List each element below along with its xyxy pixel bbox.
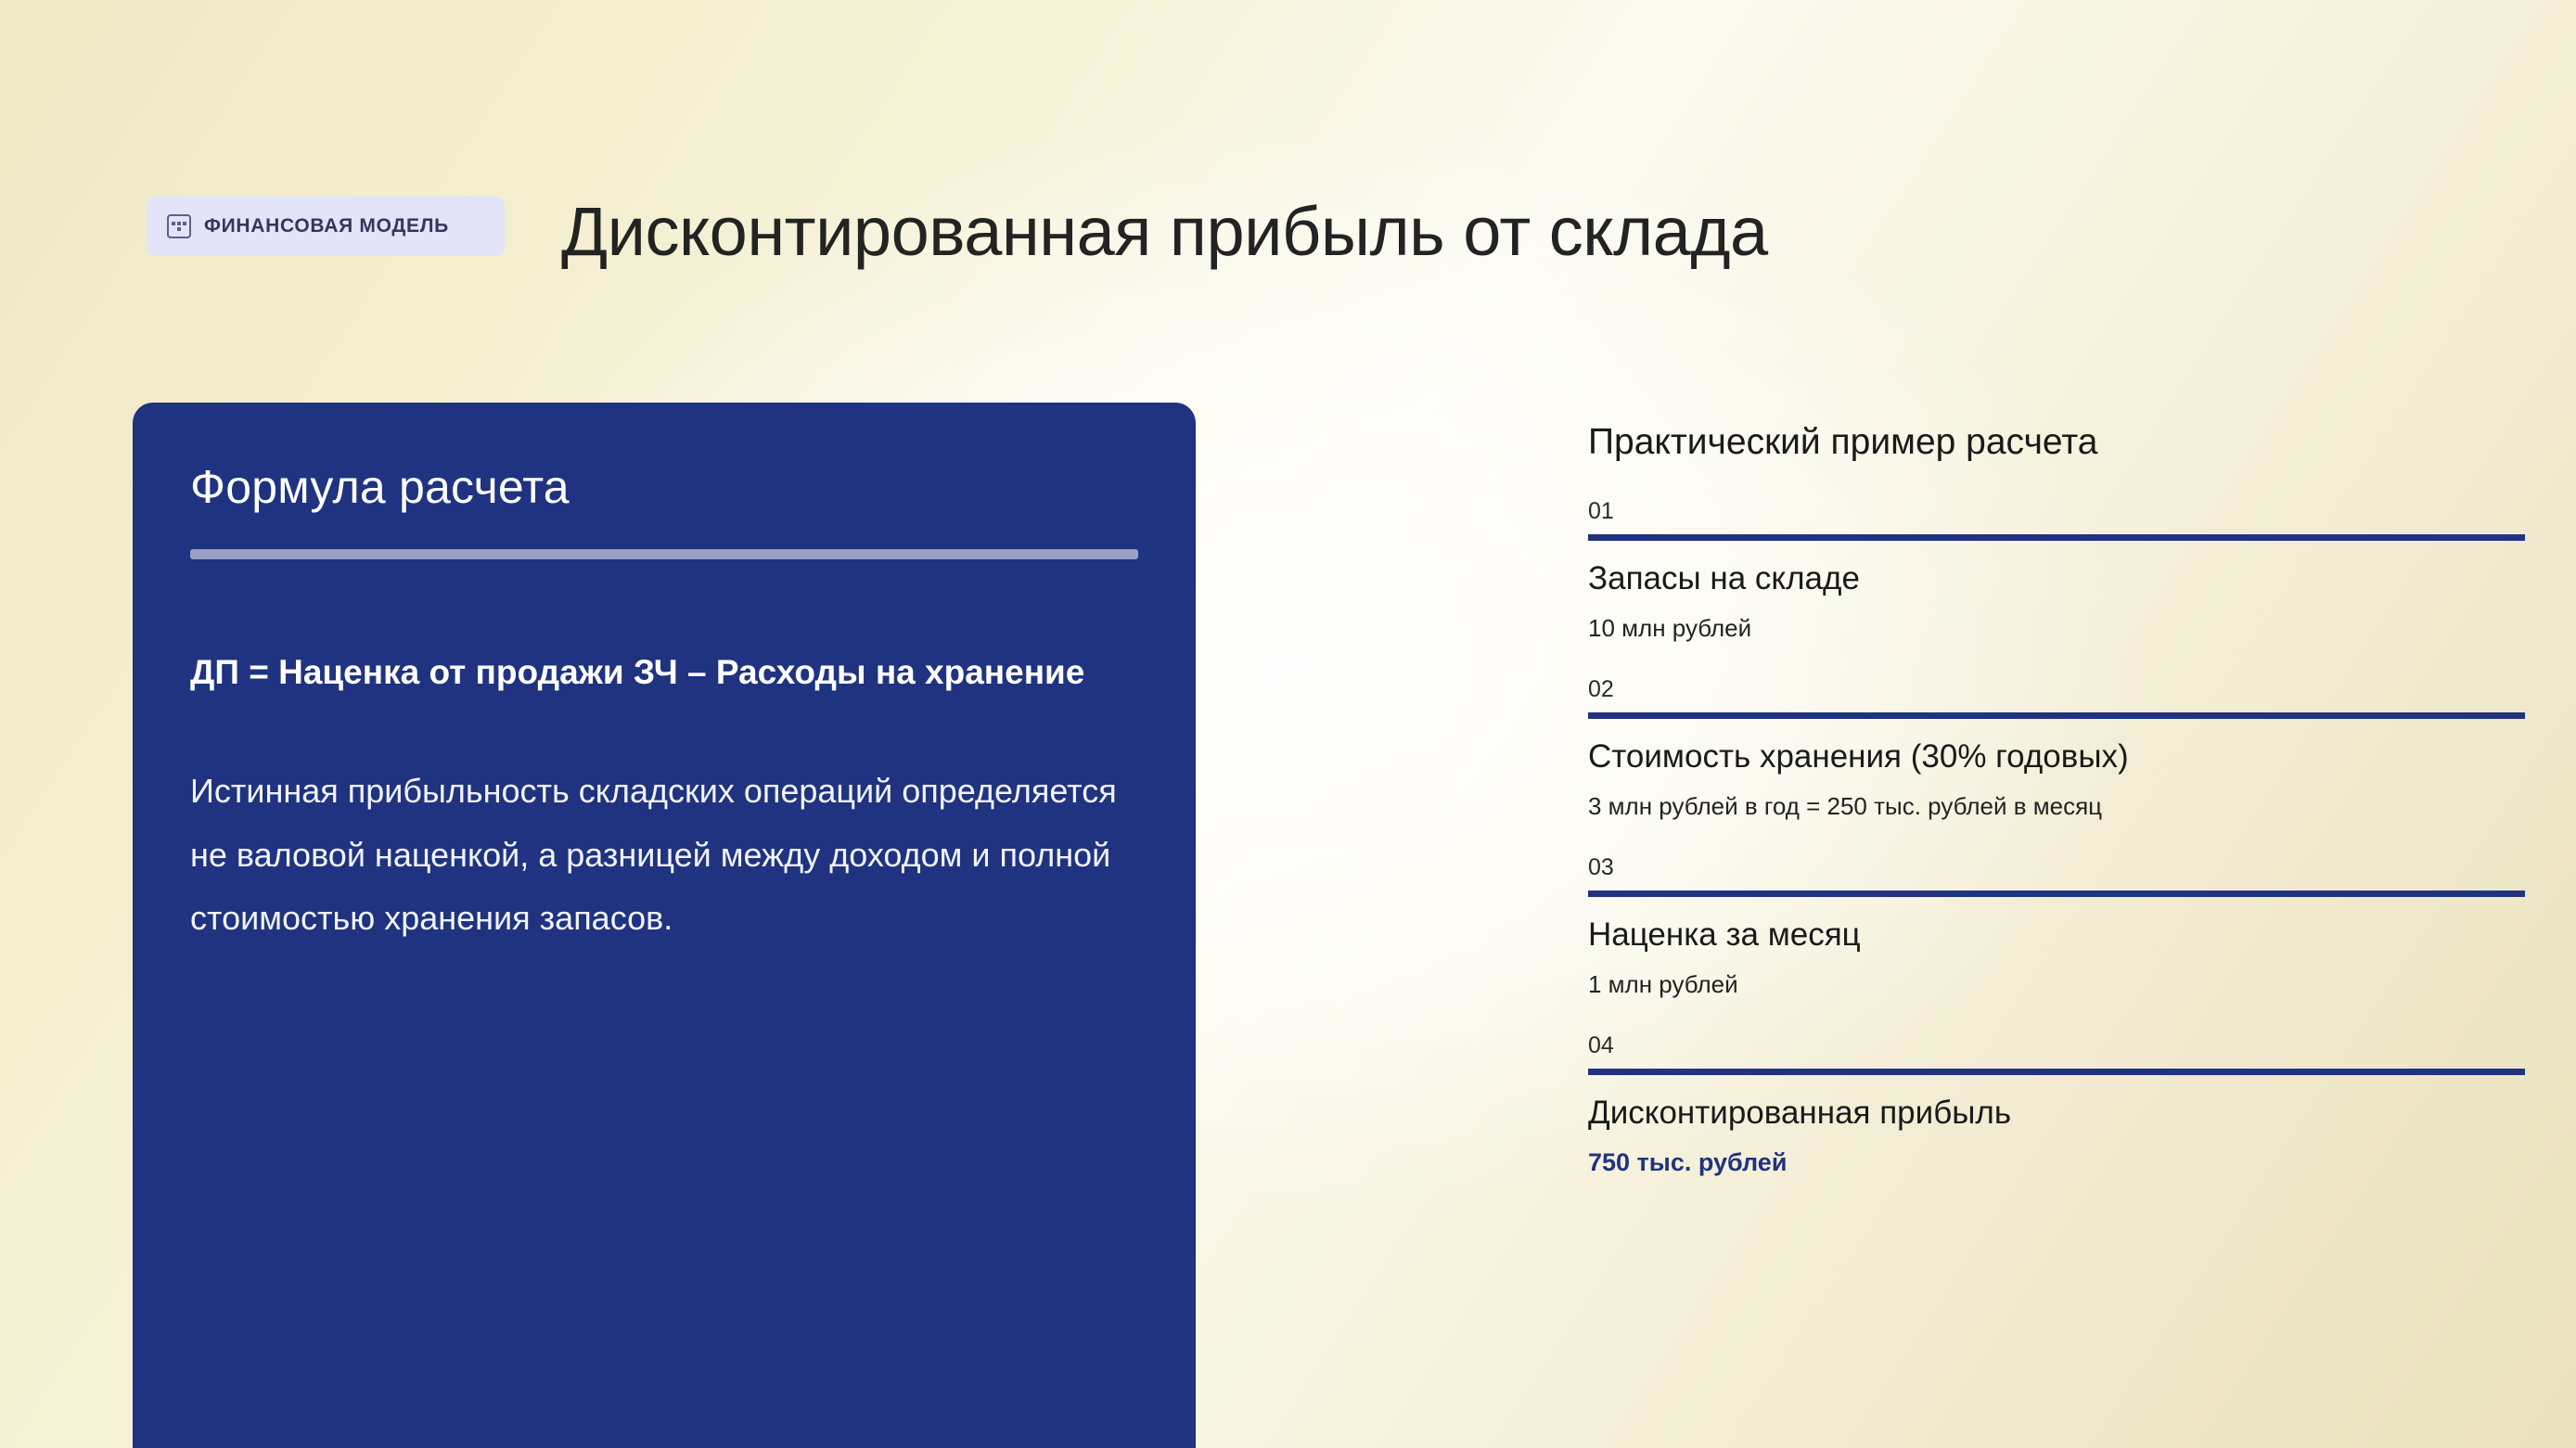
list-item-divider [1588, 712, 2525, 719]
list-item-number: 04 [1588, 1032, 1614, 1058]
list-item-value: 1 млн рублей [1588, 970, 1738, 998]
formula-card-divider [190, 549, 1138, 559]
list-item-label: Запасы на складе [1588, 560, 1860, 596]
list-item-label: Наценка за месяц [1588, 916, 1861, 953]
list-item-divider [1588, 891, 2525, 897]
formula-card-heading: Формула расчета [190, 461, 570, 513]
list-item-divider [1588, 1069, 2525, 1075]
example-section-title: Практический пример расчета [1588, 422, 2098, 462]
list-item-value: 750 тыс. рублей [1588, 1148, 1788, 1176]
grid-icon [167, 214, 191, 238]
list-item-value: 10 млн рублей [1588, 614, 1752, 642]
category-badge-label: ФИНАНСОВАЯ МОДЕЛЬ [204, 215, 449, 237]
category-badge [147, 197, 505, 256]
formula-expression: ДП = Наценка от продажи ЗЧ – Расходы на хранение [190, 653, 1085, 691]
list-item-number: 01 [1588, 498, 1614, 524]
list-item-label: Дисконтированная прибыль [1588, 1095, 2012, 1131]
formula-description: Истинная прибыльность складских операций определяется не валовой наценкой, а разницей между доходом и полной стоимостью хранения запасов. [190, 772, 1117, 937]
formula-card [133, 403, 1196, 1448]
list-item-number: 03 [1588, 854, 1614, 880]
list-item-number: 02 [1588, 676, 1614, 702]
list-item-value: 3 млн рублей в год = 250 тыс. рублей в месяц [1588, 792, 2103, 820]
list-item-divider [1588, 534, 2525, 541]
list-item [1588, 498, 2525, 643]
list-item-label: Стоимость хранения (30% годовых) [1588, 738, 2129, 775]
page-title: Дисконтированная прибыль от склада [561, 192, 1768, 270]
list-item [1588, 676, 2525, 821]
example-section [1588, 422, 2525, 1211]
list-item [1588, 1032, 2525, 1177]
list-item [1588, 854, 2525, 999]
